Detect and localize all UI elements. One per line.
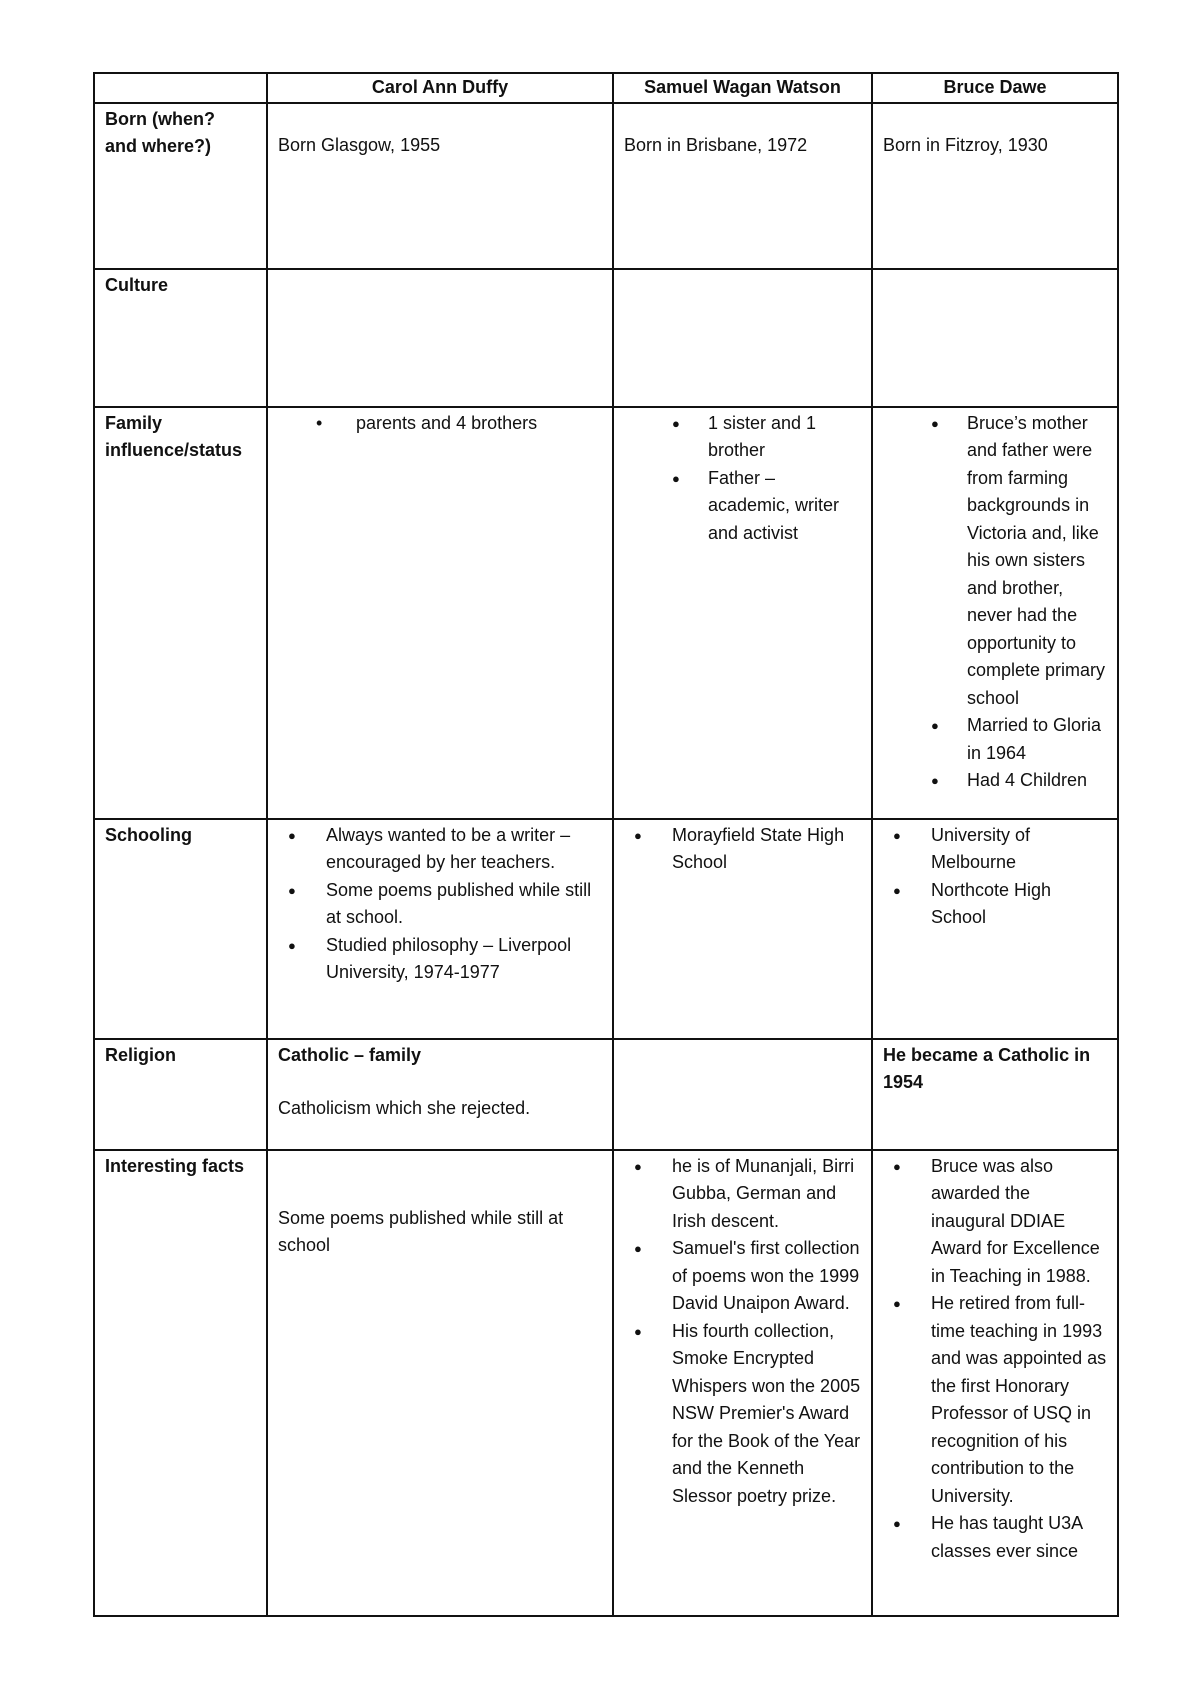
row-schooling: [94, 819, 1118, 1039]
schooling-watson-list: [624, 822, 861, 877]
row-family: [94, 407, 1118, 819]
row-label-family: [94, 407, 267, 819]
row-label-born-line1: Born (when?: [105, 108, 215, 129]
row-label-culture: Culture: [94, 269, 267, 407]
born-dawe-text: Born in Fitzroy, 1930: [883, 134, 1048, 155]
cell-schooling-watson: [613, 819, 872, 1039]
cell-facts-dawe: [872, 1150, 1118, 1616]
list-item: ● he is of Munanjali, Birri Gubba, German and Irish descent.: [624, 1153, 861, 1236]
cell-born-duffy: [267, 103, 613, 269]
cell-schooling-duffy: [267, 819, 613, 1039]
cell-facts-duffy: [267, 1150, 613, 1616]
row-culture: [94, 269, 1118, 407]
religion-duffy-line2: Catholicism which she rejected.: [278, 1098, 531, 1118]
list-item: ● Married to Gloria in 1964: [883, 712, 1107, 767]
cell-family-watson: [613, 407, 872, 819]
cell-facts-watson: [613, 1150, 872, 1616]
row-label-born: [94, 103, 267, 269]
cell-religion-dawe: [872, 1039, 1118, 1150]
cell-born-watson: [613, 103, 872, 269]
header-corner: [94, 73, 267, 103]
cell-religion-duffy: [267, 1039, 613, 1150]
list-item: ● Bruce was also awarded the inaugural DDIAE Award for Excellence in Teaching in 1988.: [883, 1153, 1107, 1291]
born-watson-text: Born in Brisbane, 1972: [624, 134, 808, 155]
list-item: • parents and 4 brothers: [278, 410, 602, 438]
cell-schooling-dawe: [872, 819, 1118, 1039]
list-item: ● Studied philosophy – Liverpool University, 1974-1977: [278, 932, 602, 987]
row-born: [94, 103, 1118, 269]
family-duffy-list: [278, 410, 602, 438]
religion-duffy-line1: Catholic – family: [278, 1044, 422, 1065]
list-item: ● Some poems published while still at school.: [278, 877, 602, 932]
cell-family-duffy: [267, 407, 613, 819]
header-row: [94, 73, 1118, 103]
list-item: ● Northcote High School: [883, 877, 1107, 932]
cell-born-dawe: [872, 103, 1118, 269]
family-dawe-list: [883, 410, 1107, 795]
facts-duffy-text: Some poems published while still at school: [278, 1207, 564, 1255]
cell-culture-watson: [613, 269, 872, 407]
row-label-family-line2: influence/status: [105, 440, 243, 460]
row-facts: [94, 1150, 1118, 1616]
row-label-schooling: Schooling: [94, 819, 267, 1039]
family-watson-list: [624, 410, 861, 548]
poets-comparison-table: [93, 72, 1119, 1617]
list-item: ● Always wanted to be a writer – encouraged by her teachers.: [278, 822, 602, 877]
row-label-family-line1: Family: [105, 412, 163, 433]
header-duffy: Carol Ann Duffy: [267, 73, 613, 103]
list-item: ● Had 4 Children: [883, 767, 1107, 795]
list-item: ● University of Melbourne: [883, 822, 1107, 877]
list-item: ● He has taught U3A classes ever since: [883, 1510, 1107, 1565]
list-item: ● He retired from full-time teaching in 1993 and was appointed as the first Honorary Professor of USQ in recognition of his contribution to the University.: [883, 1290, 1107, 1510]
list-item: ● Samuel's first collection of poems won the 1999 David Unaipon Award.: [624, 1235, 861, 1318]
cell-culture-dawe: [872, 269, 1118, 407]
religion-dawe-text: He became a Catholic in 1954: [883, 1044, 1091, 1092]
list-item: ● Father – academic, writer and activist: [624, 465, 861, 548]
born-duffy-text: Born Glasgow, 1955: [278, 134, 441, 155]
cell-culture-duffy: [267, 269, 613, 407]
header-watson: Samuel Wagan Watson: [613, 73, 872, 103]
row-label-religion: Religion: [94, 1039, 267, 1150]
schooling-dawe-list: [883, 822, 1107, 932]
facts-watson-list: [624, 1153, 861, 1511]
row-label-born-line2: and where?): [105, 136, 212, 156]
row-religion: [94, 1039, 1118, 1150]
cell-religion-watson: [613, 1039, 872, 1150]
schooling-duffy-list: [278, 822, 602, 987]
list-item: ● Bruce’s mother and father were from farming backgrounds in Victoria and, like his own sisters and brother, never had the opportunity to complete primary school: [883, 410, 1107, 713]
list-item: ● His fourth collection, Smoke Encrypted Whispers won the 2005 NSW Premier's Award for the Book of the Year and the Kenneth Slessor poetry prize.: [624, 1318, 861, 1511]
list-item: ● 1 sister and 1 brother: [624, 410, 861, 465]
header-dawe: Bruce Dawe: [872, 73, 1118, 103]
facts-dawe-list: [883, 1153, 1107, 1566]
row-label-facts: Interesting facts: [94, 1150, 267, 1616]
cell-family-dawe: [872, 407, 1118, 819]
list-item: ● Morayfield State High School: [624, 822, 861, 877]
